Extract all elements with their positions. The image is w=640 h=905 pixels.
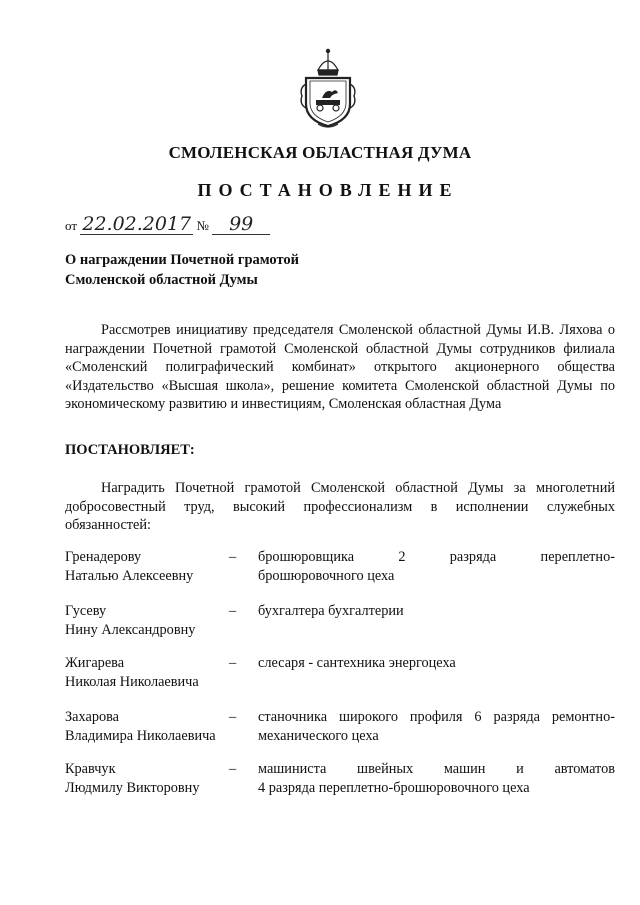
subject-line-1: О награждении Почетной грамотой (65, 252, 300, 268)
position-line-1: машиниста швейных машин и автоматов (258, 761, 615, 777)
position-line-2: 4 разряда переплетно-брошюровочного цеха (258, 779, 530, 796)
document-subject (65, 250, 299, 290)
awardee-surname: Кравчук (65, 761, 116, 777)
awardee-position (258, 602, 615, 621)
awardee-surname: Гренадерову (65, 549, 142, 565)
awardee-position (258, 708, 615, 745)
awardee-position (258, 548, 615, 585)
date-prefix: от (65, 218, 78, 233)
coat-of-arms-emblem (296, 48, 360, 130)
date-number-line (65, 214, 270, 235)
awardee-position (258, 760, 615, 797)
awardee-given-names: Николая Николаевича (65, 673, 199, 690)
awardee-name (65, 760, 225, 797)
position-line-1: станочника широкого профиля 6 разряда ремонтно- (258, 709, 615, 725)
dash: – (229, 603, 237, 619)
awardee-surname: Захарова (65, 709, 120, 725)
awardee-surname: Гусеву (65, 603, 107, 619)
awardee-position (258, 654, 615, 673)
number-value: 99 (212, 214, 270, 235)
preamble-paragraph: Рассмотрев инициативу председателя Смоленской областной Думы И.В. Ляхова о награждении Почетной грамотой Смоленской областной Думы сотрудников филиала «Смоленский полиграфический комбинат» открытого акционерного общества «Издательство «Высшая школа», решение комитета Смоленской областной Думы по экономическому развитию и инвестициям, Смоленская областная Дума (65, 322, 615, 412)
dash: – (229, 709, 237, 725)
awardee-name (65, 548, 225, 585)
document-type-title: ПОСТАНОВЛЕНИЕ (197, 180, 459, 200)
dash: – (229, 655, 237, 671)
awardee-given-names: Владимира Николаевича (65, 727, 216, 744)
position-line-1: слесаря - сантехника энергоцеха (258, 655, 456, 671)
subject-line-2: Смоленской областной Думы (65, 272, 258, 288)
awardee-given-names: Нину Александровну (65, 621, 196, 638)
awardee-name (65, 602, 225, 639)
awardee-name (65, 708, 225, 745)
position-line-1: бухгалтера бухгалтерии (258, 603, 404, 619)
date-value: 22.02.2017 (80, 214, 193, 235)
awardee-given-names: Людмилу Викторовну (65, 779, 200, 796)
decision-paragraph: Наградить Почетной грамотой Смоленской областной Думы за многолетний добросовестный труд, высокий профессионализм в исполнении служебных обязанностей: (65, 480, 615, 533)
decrees-heading: ПОСТАНОВЛЯЕТ: (65, 442, 195, 458)
awardee-name (65, 654, 225, 691)
awardee-given-names: Наталью Алексеевну (65, 567, 194, 584)
number-prefix: № (196, 218, 209, 233)
awardee-surname: Жигарева (65, 655, 125, 671)
position-line-2: механического цеха (258, 727, 379, 744)
dash: – (229, 761, 237, 777)
position-line-2: брошюровочного цеха (258, 567, 395, 584)
position-line-1: брошюровщика 2 разряда переплетно- (258, 549, 615, 565)
dash: – (229, 549, 237, 565)
organization-name: СМОЛЕНСКАЯ ОБЛАСТНАЯ ДУМА (168, 143, 472, 162)
